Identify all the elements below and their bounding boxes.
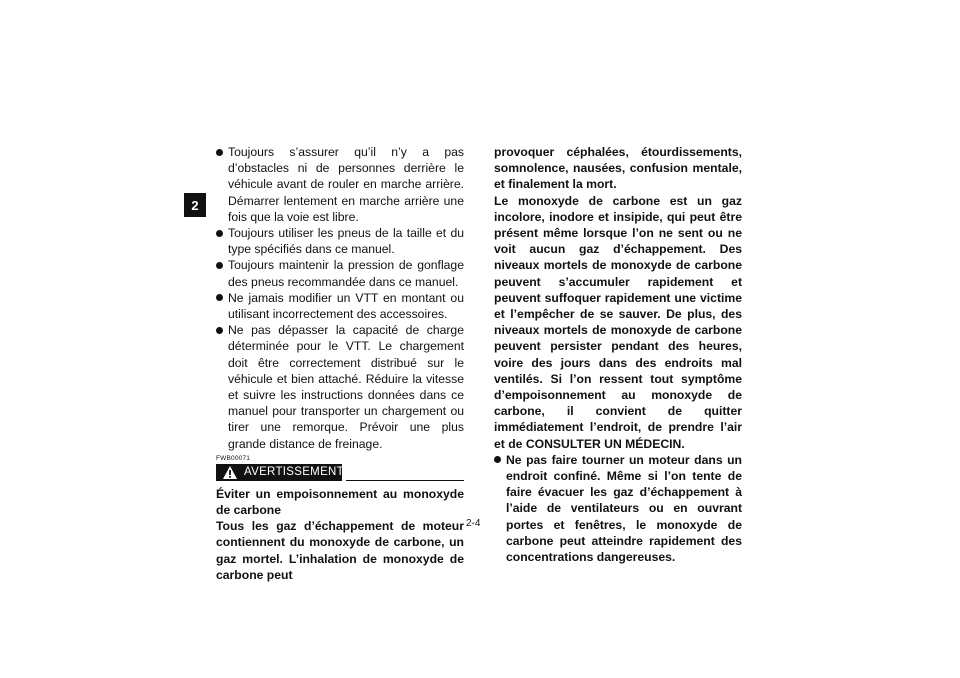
list-item [216, 144, 464, 225]
bullet-icon [216, 149, 223, 156]
chapter-tab: 2 [184, 193, 206, 217]
warning-paragraph: Le monoxyde de carbone est un gaz incolore, inodore et insipide, qui peut être présent même lorsque l’on ne sent ou ne voit aucun gaz d’échappement. Des niveaux mortels de monoxyde de carbone peuvent s’accumuler rapidement et peuvent suffoquer rapidement une victime et l’empêcher de se sauver. De plus, des niveaux mortels de monoxyde de carbone peuvent persister pendant des heures, voire des jours dans des endroits mal ventilés. Si l’on ressent tout symptôme d’empoisonnement au monoxyde de carbone, il convient de quitter immédiatement l’endroit, de prendre l’air et de CONSULTER UN MÉDECIN. [494, 193, 742, 451]
bullet-text: Ne pas dépasser la capacité de charge déterminée pour le VTT. Le chargement doit être correctement distribué sur le véhicule et bien attaché. Réduire la vitesse et suivre les instructions données dans ce manuel pour transporter un chargement ou tirer une remorque. Prévoir une plus grande distance de freinage. [228, 323, 464, 451]
bullet-text: Toujours utiliser les pneus de la taille et du type spécifiés dans ce manuel. [228, 226, 464, 257]
bullet-icon [216, 327, 223, 334]
list-item [494, 452, 742, 565]
warning-code: FWB00071 [216, 454, 251, 462]
bullet-text: Toujours s’assurer qu’il n’y a pas d’obstacles ni de personnes derrière le véhicule avant de rouler en marche arrière. Démarrer lentement en marche arrière une fois que la voie est libre. [228, 145, 464, 224]
bullet-text: Toujours maintenir la pression de gonflage des pneus recommandée dans ce manuel. [228, 258, 464, 289]
right-column [494, 144, 742, 565]
warning-intro: Tous les gaz d’échappement de moteur contiennent du monoxyde de carbone, un gaz mortel. L’inhalation de monoxyde de carbone peut [216, 519, 464, 582]
warning-label: AVERTISSEMENT [244, 466, 344, 479]
safety-bullet-list [216, 144, 464, 452]
warning-rule [346, 480, 464, 481]
warning-badge [216, 464, 342, 481]
bullet-text: Ne jamais modifier un VTT en montant ou utilisant incorrectement des accessoires. [228, 290, 464, 322]
warning-title: Éviter un empoisonnement au monoxyde de carbone [216, 486, 464, 518]
bullet-icon [216, 294, 223, 301]
list-item [216, 290, 464, 322]
list-item [216, 322, 464, 452]
warning-continuation: provoquer céphalées, étourdissements, somnolence, nausées, confusion mentale, et finalement la mort. [494, 145, 742, 192]
left-column [216, 144, 464, 583]
warning-bullet-list [494, 452, 742, 565]
warning-triangle-icon [222, 464, 238, 480]
bullet-text: Ne pas faire tourner un moteur dans un endroit confiné. Même si l’on tente de faire évacuer les gaz d’échappement à l’aide de ventilateurs ou en ouvrant portes et fenêtres, le monoxyde de carbone peut atteindre rapidement des concentrations dangereuses. [506, 452, 742, 565]
page-number: 2-4 [466, 518, 481, 529]
warning-header [216, 464, 464, 482]
bullet-icon [494, 456, 501, 463]
bullet-icon [216, 230, 223, 237]
list-item [216, 225, 464, 257]
list-item [216, 257, 464, 289]
bullet-icon [216, 262, 223, 269]
